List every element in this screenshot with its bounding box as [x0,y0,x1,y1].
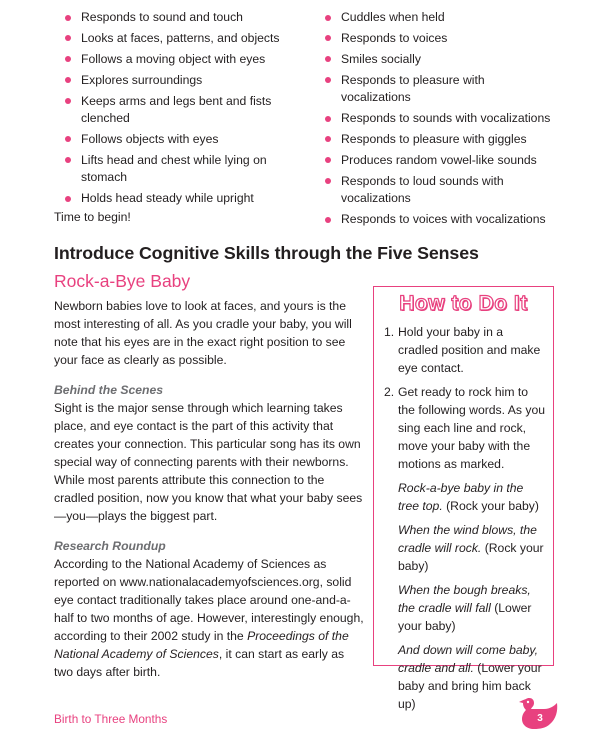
list-item: Responds to voices [322,30,552,48]
how-to-do-it-title: How to Do It [399,292,528,315]
time-to-begin-text: Time to begin! [54,210,131,224]
intro-paragraph: Newborn babies love to look at faces, and yours is the most interesting of all. As you cradle your baby, you will note that his eyes are in the exact right position to see your face as clearly as possible. [54,299,352,367]
main-column [54,297,364,693]
behind-the-scenes-heading: Behind the Scenes [54,383,164,397]
verse-line: When the wind blows, the cradle will rock. (Rock your baby) [398,523,544,573]
list-item: Explores surroundings [62,72,282,90]
section-title: Introduce Cognitive Skills through the Five Senses [54,243,479,263]
verse-line: When the bough breaks, the cradle will fall (Lower your baby) [398,583,532,633]
research-roundup-heading: Research Roundup [54,539,166,553]
verse-line: Rock-a-bye baby in the tree top. (Rock your baby) [398,481,539,513]
research-roundup-paragraph: According to the National Academy of Sciences as reported on www.nationalacademyofsciences.org, solid eye contact traditionally takes place around one-and-a-half to two months of age. However, interestingly enough, according to their 2002 study in the Proceedings of the National Academy of Sciences, it can start as early as two days after birth. [54,557,364,679]
milestones-left-column [62,9,282,211]
list-item: Responds to sound and touch [62,9,282,27]
steps-list [384,323,546,719]
list-item: Produces random vowel-like sounds [322,152,552,170]
list-item: Follows objects with eyes [62,131,282,149]
page-number: 3 [537,713,543,724]
list-item: Responds to sounds with vocalizations [322,110,552,128]
list-item: Responds to loud sounds with vocalizations [322,173,552,208]
list-item: Responds to voices with vocalizations [322,211,552,229]
list-item: Holds head steady while upright [62,190,282,208]
list-item: Smiles socially [322,51,552,69]
footer-section-title: Birth to Three Months [54,712,168,726]
list-item: Looks at faces, patterns, and objects [62,30,282,48]
verse-line: And down will come baby, cradle and all. (Lower your baby and bring him back up) [398,643,542,711]
list-item: Lifts head and chest while lying on stomach [62,152,282,187]
journal-title: Proceedings of the National Academy of Sciences [54,629,349,661]
milestones-right-column [322,9,552,232]
list-item: Cuddles when held [322,9,552,27]
activity-title: Rock-a-Bye Baby [54,271,191,291]
list-item: Responds to pleasure with giggles [322,131,552,149]
list-item: Keeps arms and legs bent and fists clenched [62,93,282,128]
list-item: Responds to pleasure with vocalizations [322,72,552,107]
step-2: 2. Get ready to rock him to the following words. As you sing each line and rock, move your baby with the motions as marked. [384,385,546,471]
behind-the-scenes-paragraph: Sight is the major sense through which learning takes place, and eye contact is the part of this activity that creates your connection. This particular song has its own special way of connecting parents with their newborns. While most parents attribute this connection to the cradled position, now you know that what your baby sees—you—plays the biggest part. [54,401,363,523]
how-to-do-it-box [373,286,554,711]
step-1: 1. Hold your baby in a cradled position and make eye contact. [384,325,541,375]
list-item: Follows a moving object with eyes [62,51,282,69]
